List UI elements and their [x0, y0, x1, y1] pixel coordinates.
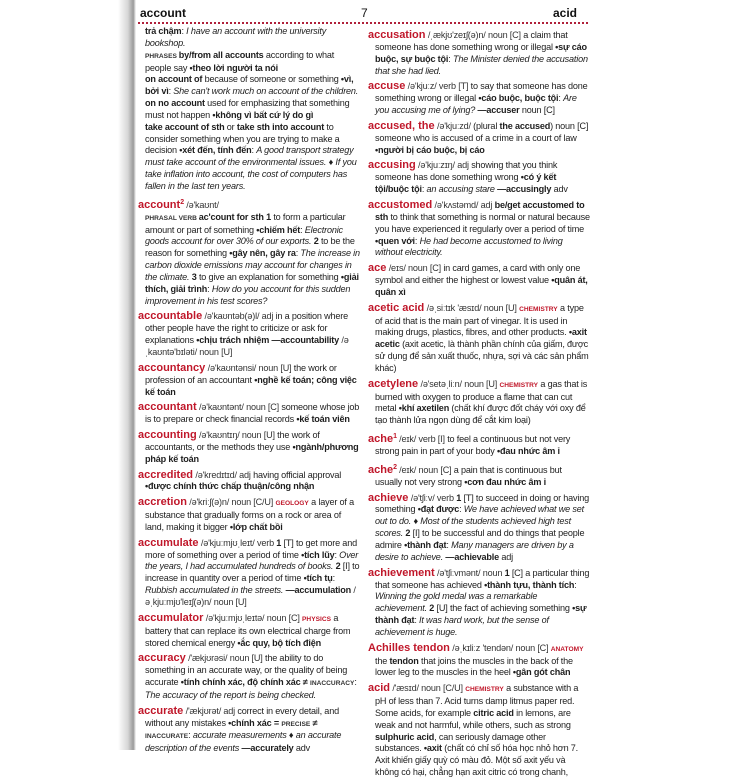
example-text: The Minister denied the accusation that she had lied. — [375, 53, 588, 76]
pronunciation: /eɪk/ noun [C] — [396, 464, 452, 475]
headword: Achilles tendon — [368, 641, 450, 654]
definition-text: the work of accountants, or the methods they use — [145, 430, 320, 452]
definition-text: [T] to succeed in doing or having something — [375, 492, 589, 515]
pronunciation: /ˌækjʊ'zeɪʃ(ə)n/ noun [C] — [425, 30, 521, 40]
bold-text: take account of sth — [145, 121, 225, 132]
pronunciation: /ə'kaʊntənt/ noun [C] — [196, 402, 280, 413]
dictionary-entry — [138, 430, 360, 466]
pronunciation: /ə'kjuːzd/ — [434, 120, 471, 131]
subject-label: PHYSICS — [302, 615, 331, 623]
definition-text: the — [375, 655, 390, 666]
pronunciation: /ə'kredɪtɪd/ adj — [193, 469, 251, 480]
definition-text: , can seriously damage other substances. — [375, 731, 546, 754]
definition-text: in card games, a card with only one symbol and either the highest or lowest value — [375, 263, 581, 286]
bold-text: 1 — [504, 567, 510, 578]
definition-text: : — [332, 573, 335, 584]
headword: accurate — [138, 704, 184, 717]
headword: ache — [368, 463, 394, 476]
bold-text: •người bị cáo buộc, bị cáo — [375, 144, 485, 155]
definition-text: noun [C] — [519, 105, 555, 116]
definition-text: a gas that is burned with oxygen to produce a flame that can cut metal — [375, 378, 588, 414]
definition-text: a substance with a pH of less than 7. Acid turns damp litmus paper red. Some acids, for example — [375, 683, 579, 718]
bold-text: by/from all accounts — [178, 49, 264, 60]
guide-word-left: account — [140, 6, 187, 20]
dictionary-entry — [368, 643, 590, 680]
pronunciation: /əˌkɪliːz 'tendən/ noun [C] — [449, 642, 551, 653]
dictionary-entry — [138, 363, 360, 399]
definition-text: : — [300, 224, 305, 235]
subject-label: GEOLOGY — [275, 500, 309, 508]
example-text: We have achieved what we set out to do. ♦ Most of the students achieved high test scores. — [375, 504, 584, 539]
homograph-number: 2 — [393, 463, 397, 471]
bold-text: —accumulation — [285, 585, 352, 596]
book-binding-shadow — [118, 0, 136, 750]
pronunciation: /'æsɪd/ noun [C/U] — [390, 683, 466, 694]
bold-text: 2 — [313, 236, 319, 247]
definition-text: or — [224, 121, 237, 132]
definition-text: to feel a continuous but not very strong pain in part of your body — [375, 434, 571, 457]
pronunciation: /ə'kjuːzɪŋ/ adj — [415, 160, 469, 171]
example-text: He had become accustomed to living without electricity. — [375, 235, 563, 258]
definition-text: : — [295, 248, 301, 259]
pronunciation: /ə'setəˌliːn/ noun [U] — [418, 378, 500, 389]
definition-text: ) noun [C] someone who is accused of a crime in a court of law — [375, 120, 589, 143]
bold-text: tendon — [389, 655, 419, 666]
headword: accretion — [138, 496, 187, 509]
bold-text: •quân át, quân xì — [375, 275, 588, 297]
bold-text: •kế toán viên — [296, 414, 350, 425]
pronunciation: /ə'kaʊntənsi/ noun [U] — [205, 362, 292, 373]
definition-text: used for emphasizing that something must not happen — [145, 98, 350, 120]
bold-text: •sự thành đạt — [375, 603, 587, 626]
definition-text: a pain that is continuous but usually not very strong — [375, 464, 562, 487]
bold-text: •chính xác = — [228, 717, 282, 728]
headword: accuracy — [138, 652, 186, 665]
definition-text: a layer of a substance that gradually forms on a rock or area of land, making it bigger — [145, 497, 354, 532]
definition-text: (chất có chỉ số hóa học nhỏ hơn 7. Axit khiến giấy quỳ có màu đỏ. Một số axit yếu và không có hại, chẳng hạn axit citric có trong chanh, — [375, 743, 579, 778]
example-text: Over the years, I had accumulated hundreds of books. — [145, 549, 359, 572]
homograph-number: 1 — [393, 433, 397, 441]
bold-text: 2 — [405, 528, 411, 539]
example-text: Many managers are driven by a desire to achieve. — [375, 539, 574, 562]
definition-text: in a position where other people have the right to criticize or ask for explanations — [145, 311, 348, 346]
definition-text: a battery that can replace its own electrical charge from stored chemical energy — [145, 612, 351, 648]
bold-text: •chịu trách nhiệm —accountability — [196, 335, 340, 346]
definition-text: : — [168, 86, 174, 97]
bold-text: 1 — [276, 537, 282, 548]
example-text: accurate measurements ♦ an accurate description of the events — [145, 730, 342, 754]
definition-text: [I] to increase in quantity over a period of time — [145, 561, 360, 584]
bold-text: •tích tụ — [303, 573, 333, 584]
headword: accountancy — [138, 361, 206, 374]
bold-text: the accused — [499, 120, 551, 131]
bold-text: •đau nhức âm ỉ — [496, 446, 560, 457]
dictionary-subentry — [138, 98, 360, 122]
pronunciation: /əˌkaʊntə'bɪləti/ noun [U] — [145, 335, 349, 357]
definition-text: : — [558, 93, 564, 104]
bold-text: 1 — [266, 211, 271, 222]
subject-label: CHEMISTRY — [499, 381, 539, 389]
definition-text: : — [421, 184, 427, 195]
definition-text: : — [207, 283, 212, 294]
pronunciation: /ə'kjuːz/ verb [T] — [405, 81, 469, 92]
definition-text: adv — [293, 743, 311, 754]
bold-text: —accusingly — [497, 184, 552, 195]
bold-text: •thành tựu, thành tích — [484, 579, 575, 590]
definition-text: to form a particular amount or part of something — [145, 211, 346, 235]
dictionary-entry — [368, 200, 590, 259]
headword: accumulate — [138, 536, 199, 549]
label: INACCURATE — [145, 733, 189, 741]
headword: ace — [368, 262, 387, 275]
headword: accused, the — [368, 119, 435, 132]
dictionary-entry — [138, 497, 360, 534]
example-text: A good transport strategy must take account of the environmental issues. ♦ If you take inflation into account, the cost of computers has fallen in the last ten years. — [145, 145, 357, 191]
bold-text: •tính chính xác, độ chính xác ≠ — [180, 677, 311, 688]
bold-text: •sự cáo buộc, sự buộc tội — [375, 41, 587, 64]
example-text: It was hard work, but the sense of achievement is huge. — [375, 615, 549, 637]
definition-text: : — [181, 26, 187, 36]
bold-text: 1 — [456, 492, 462, 503]
bold-text: •thành đạt — [404, 539, 447, 550]
dictionary-entry — [368, 81, 590, 117]
bold-text: —achievable — [445, 551, 500, 562]
bold-text: •chiếm hết — [256, 224, 301, 235]
dictionary-entry — [368, 121, 590, 157]
dictionary-entry — [368, 303, 590, 375]
bold-text: •lớp chất bồi — [229, 521, 283, 532]
definition-text: : — [574, 579, 577, 590]
pronunciation: /ə'kjuːmjʊˌleɪtə/ noun [C] — [203, 612, 303, 623]
bold-text: •vì, bởi vì — [145, 74, 354, 97]
dictionary-subentry — [138, 26, 360, 50]
header-dotted-rule — [138, 22, 588, 24]
bold-text: •giải thích, giải trình — [145, 271, 359, 294]
definition-text: to think that something is normal or natural because you have experienced it regularly over a period of time — [375, 211, 590, 234]
left-column — [138, 26, 360, 754]
headword: accuse — [368, 80, 406, 93]
bold-text: •xét đến, tính đến — [179, 145, 252, 156]
headword: accountable — [138, 310, 203, 323]
headword: accumulator — [138, 611, 204, 624]
pronunciation: /ə'kʌstəmd/ adj — [432, 199, 493, 210]
headword: accredited — [138, 468, 194, 481]
bold-text: •có ý kết tội/buộc tội — [375, 172, 557, 195]
pronunciation: /əˌsiːtɪk 'æsɪd/ noun [U] — [424, 302, 520, 313]
pronunciation: /'ækjʊrət/ adj — [183, 705, 235, 716]
bold-text: on no account — [145, 98, 205, 109]
definition-text: : — [448, 53, 453, 64]
definition-text: to be the reason for something — [145, 236, 355, 259]
headword: accusation — [368, 29, 426, 41]
bold-text: •cáo buộc, buộc tội — [478, 93, 559, 104]
bold-text: 3 — [191, 271, 197, 282]
definition-text: [T] to get more and more of something over a period of time — [145, 537, 357, 560]
definition-text: to give an explanation for something — [196, 271, 341, 282]
pronunciation: /ə'kjuːmjʊˌleɪt/ verb — [198, 537, 277, 548]
definition-text: (chất khí được đốt cháy với oxy để tạo thành lửa ngọn dùng để cắt kim loại) — [375, 403, 586, 426]
example-text: I have an account with the university bookshop. — [145, 26, 327, 48]
headword: achieve — [368, 491, 409, 504]
bold-text: —accurately — [241, 743, 294, 754]
bold-text: •axit acetic — [375, 327, 587, 350]
headword: account — [138, 198, 181, 211]
pronunciation: /ə'kaʊntɪŋ/ noun [U] — [196, 430, 275, 441]
definition-text: adj — [499, 551, 513, 562]
subject-label: CHEMISTRY — [465, 686, 504, 694]
dictionary-entry — [368, 462, 590, 489]
dictionary-subentry — [138, 74, 360, 98]
bold-text: •gân gót chân — [512, 667, 571, 678]
definition-text: [I] to be successful and do things that people admire — [375, 528, 585, 550]
example-text: The increase in carbon dioxide emissions may account for changes in the climate. — [145, 248, 360, 282]
definition-text: (plural — [470, 120, 500, 131]
dictionary-entry — [368, 568, 590, 639]
guide-word-right: acid — [553, 6, 578, 20]
definition-text: having official approval — [250, 469, 342, 480]
dictionary-entry — [138, 613, 360, 650]
pronunciation: /ə'kaʊnt/ — [183, 199, 219, 210]
homograph-number: 2 — [180, 198, 184, 206]
definition-text: adv — [551, 184, 568, 195]
definition-text: : — [459, 504, 464, 515]
definition-text: someone whose job is to prepare or check financial records — [145, 402, 360, 425]
example-text: The accuracy of the report is being checked. — [145, 689, 317, 700]
headword: ache — [368, 433, 394, 446]
bold-text: ≠ — [310, 717, 318, 728]
definition-text: the work or profession of an accountant — [145, 362, 337, 385]
dictionary-entry — [138, 402, 360, 426]
label: INACCURACY — [310, 680, 355, 688]
pronunciation: /ə'tʃiːvmənt/ noun — [434, 567, 505, 578]
example-text: She can't work much on account of the children. — [173, 86, 359, 97]
definition-text: : — [354, 677, 357, 688]
bold-text: citric acid — [473, 707, 514, 718]
definition-text: in lemons, are weak and not harmful, while others, such as strong — [375, 707, 571, 730]
example-text: an accusing stare — [426, 184, 495, 195]
definition-text: : — [334, 549, 340, 560]
definition-text: : — [446, 539, 452, 550]
dictionary-entry — [138, 653, 360, 701]
definition-text: that joins the muscles in the back of the lower leg to the muscles in the heel — [375, 655, 573, 678]
bold-text: •khí axetilen — [398, 403, 450, 414]
dictionary-entry — [368, 379, 590, 427]
definition-text: the ability to do something in an accurate way, or the quality of being accurate — [145, 653, 348, 688]
headword: accusing — [368, 159, 416, 172]
bold-text: •quen với — [375, 235, 415, 246]
definition-text: a claim that someone has done something wrong or illegal — [375, 30, 568, 52]
headword: acetylene — [368, 377, 419, 390]
pronunciation: /ə'kaʊntəb(ə)l/ adj — [202, 311, 274, 322]
pronunciation: /ə'kriːʃ(ə)n/ noun [C/U] — [186, 497, 276, 508]
bold-text: •ắc quy, bộ tích điện — [237, 637, 322, 648]
headword: accustomed — [368, 198, 433, 211]
dictionary-entry — [138, 706, 360, 755]
definition-text: according to what people say — [145, 49, 335, 73]
bold-text: •không vì bất cứ lý do gì — [212, 109, 314, 120]
dictionary-subentry — [138, 50, 360, 75]
bold-text: •theo lời người ta nói — [189, 62, 278, 73]
example-text: Are you accusing me of lying? — [375, 93, 577, 116]
definition-text: : — [188, 730, 193, 741]
dictionary-entry — [368, 30, 590, 77]
dictionary-entry — [368, 493, 590, 564]
bold-text: •cơn đau nhức âm ỉ — [464, 476, 546, 487]
pronunciation: /eɪs/ noun [C] — [386, 263, 441, 274]
bold-text: •gây nên, gây ra — [229, 248, 296, 259]
dictionary-entry — [138, 311, 360, 358]
bold-text: 2 — [429, 603, 435, 614]
label: PHRASAL VERB — [145, 214, 199, 222]
dictionary-entry — [368, 683, 590, 779]
bold-text: •đạt được — [417, 504, 460, 515]
bold-text: •axit — [423, 743, 442, 754]
label: PRECISE — [281, 720, 311, 728]
headword: acetic acid — [368, 301, 425, 314]
page-number: 7 — [361, 6, 368, 20]
definition-text: : — [414, 615, 420, 626]
bold-text: trả chậm — [145, 26, 182, 36]
headword: accounting — [138, 429, 197, 442]
label: PHRASES — [145, 52, 179, 60]
pronunciation: /eɪk/ verb [I] — [396, 434, 445, 445]
bold-text: —accuser — [477, 105, 520, 116]
subject-label: ANATOMY — [550, 645, 584, 653]
dictionary-subentry — [138, 122, 360, 193]
definition-text: a type of acid that is the main part of vinegar. It is used in making drugs, plastics, fibres, and other products. — [375, 302, 584, 338]
bold-text: •được chính thức chấp thuận/công nhận — [145, 481, 315, 492]
dictionary-entry — [138, 538, 360, 609]
dictionary-entry — [368, 263, 590, 299]
bold-text: sulphuric acid — [375, 731, 435, 742]
example-text: Electronic goods account for over 30% of our exports. — [145, 224, 343, 247]
definition-text: to say that someone has done something wrong or illegal — [375, 81, 588, 104]
dictionary-entry — [138, 197, 360, 308]
dictionary-entry — [138, 470, 360, 494]
bold-text: take sth into account — [236, 121, 325, 132]
headword: achievement — [368, 566, 435, 579]
example-text: Winning the gold medal was a remarkable achievement. — [375, 591, 538, 614]
pronunciation: /ə'tʃiːv/ verb — [408, 492, 457, 503]
definition-text: [C] a particular thing that someone has achieved — [375, 567, 590, 590]
right-column — [368, 26, 590, 778]
bold-text: •ngành/phương pháp kế toán — [145, 441, 359, 464]
bold-text: ac'count for sth — [198, 211, 264, 222]
pronunciation: /əˌkjuːmjʊ'leɪʃ(ə)n/ noun [U] — [145, 585, 356, 607]
bold-text: 2 — [335, 561, 341, 572]
bold-text: be/get accustomed to sth — [375, 199, 585, 222]
pronunciation: /'ækjʊrəsi/ noun [U] — [185, 653, 263, 664]
definition-text: because of someone or something — [202, 74, 341, 85]
bold-text: •tích lũy — [301, 549, 335, 560]
definition-text: (axit acetic, là thành phần chính của giấm, được sử dụng để sản xuất thuốc, nhựa, sợi và các sản phẩm khác) — [375, 339, 589, 373]
example-text: How do you account for this sudden improvement in his test scores? — [145, 283, 351, 306]
definition-text: [U] the fact of achieving something — [434, 603, 573, 614]
bold-text: •nghề kế toán; công việc kế toán — [145, 374, 357, 397]
definition-text: : — [414, 235, 420, 246]
dictionary-entry — [368, 160, 590, 196]
dictionary-entry — [368, 431, 590, 458]
definition-text: showing that you think someone has done something wrong — [375, 160, 558, 183]
definition-text: : — [251, 145, 257, 156]
definition-text: to consider something when you are trying to make a decision — [145, 121, 340, 156]
headword: accountant — [138, 401, 197, 414]
headword: acid — [368, 682, 391, 695]
subject-label: CHEMISTRY — [519, 305, 558, 313]
definition-text: correct in every detail, and without any mistakes — [145, 705, 339, 728]
example-text: Rubbish accumulated in the streets. — [145, 585, 284, 596]
bold-text: on account of — [145, 74, 203, 85]
